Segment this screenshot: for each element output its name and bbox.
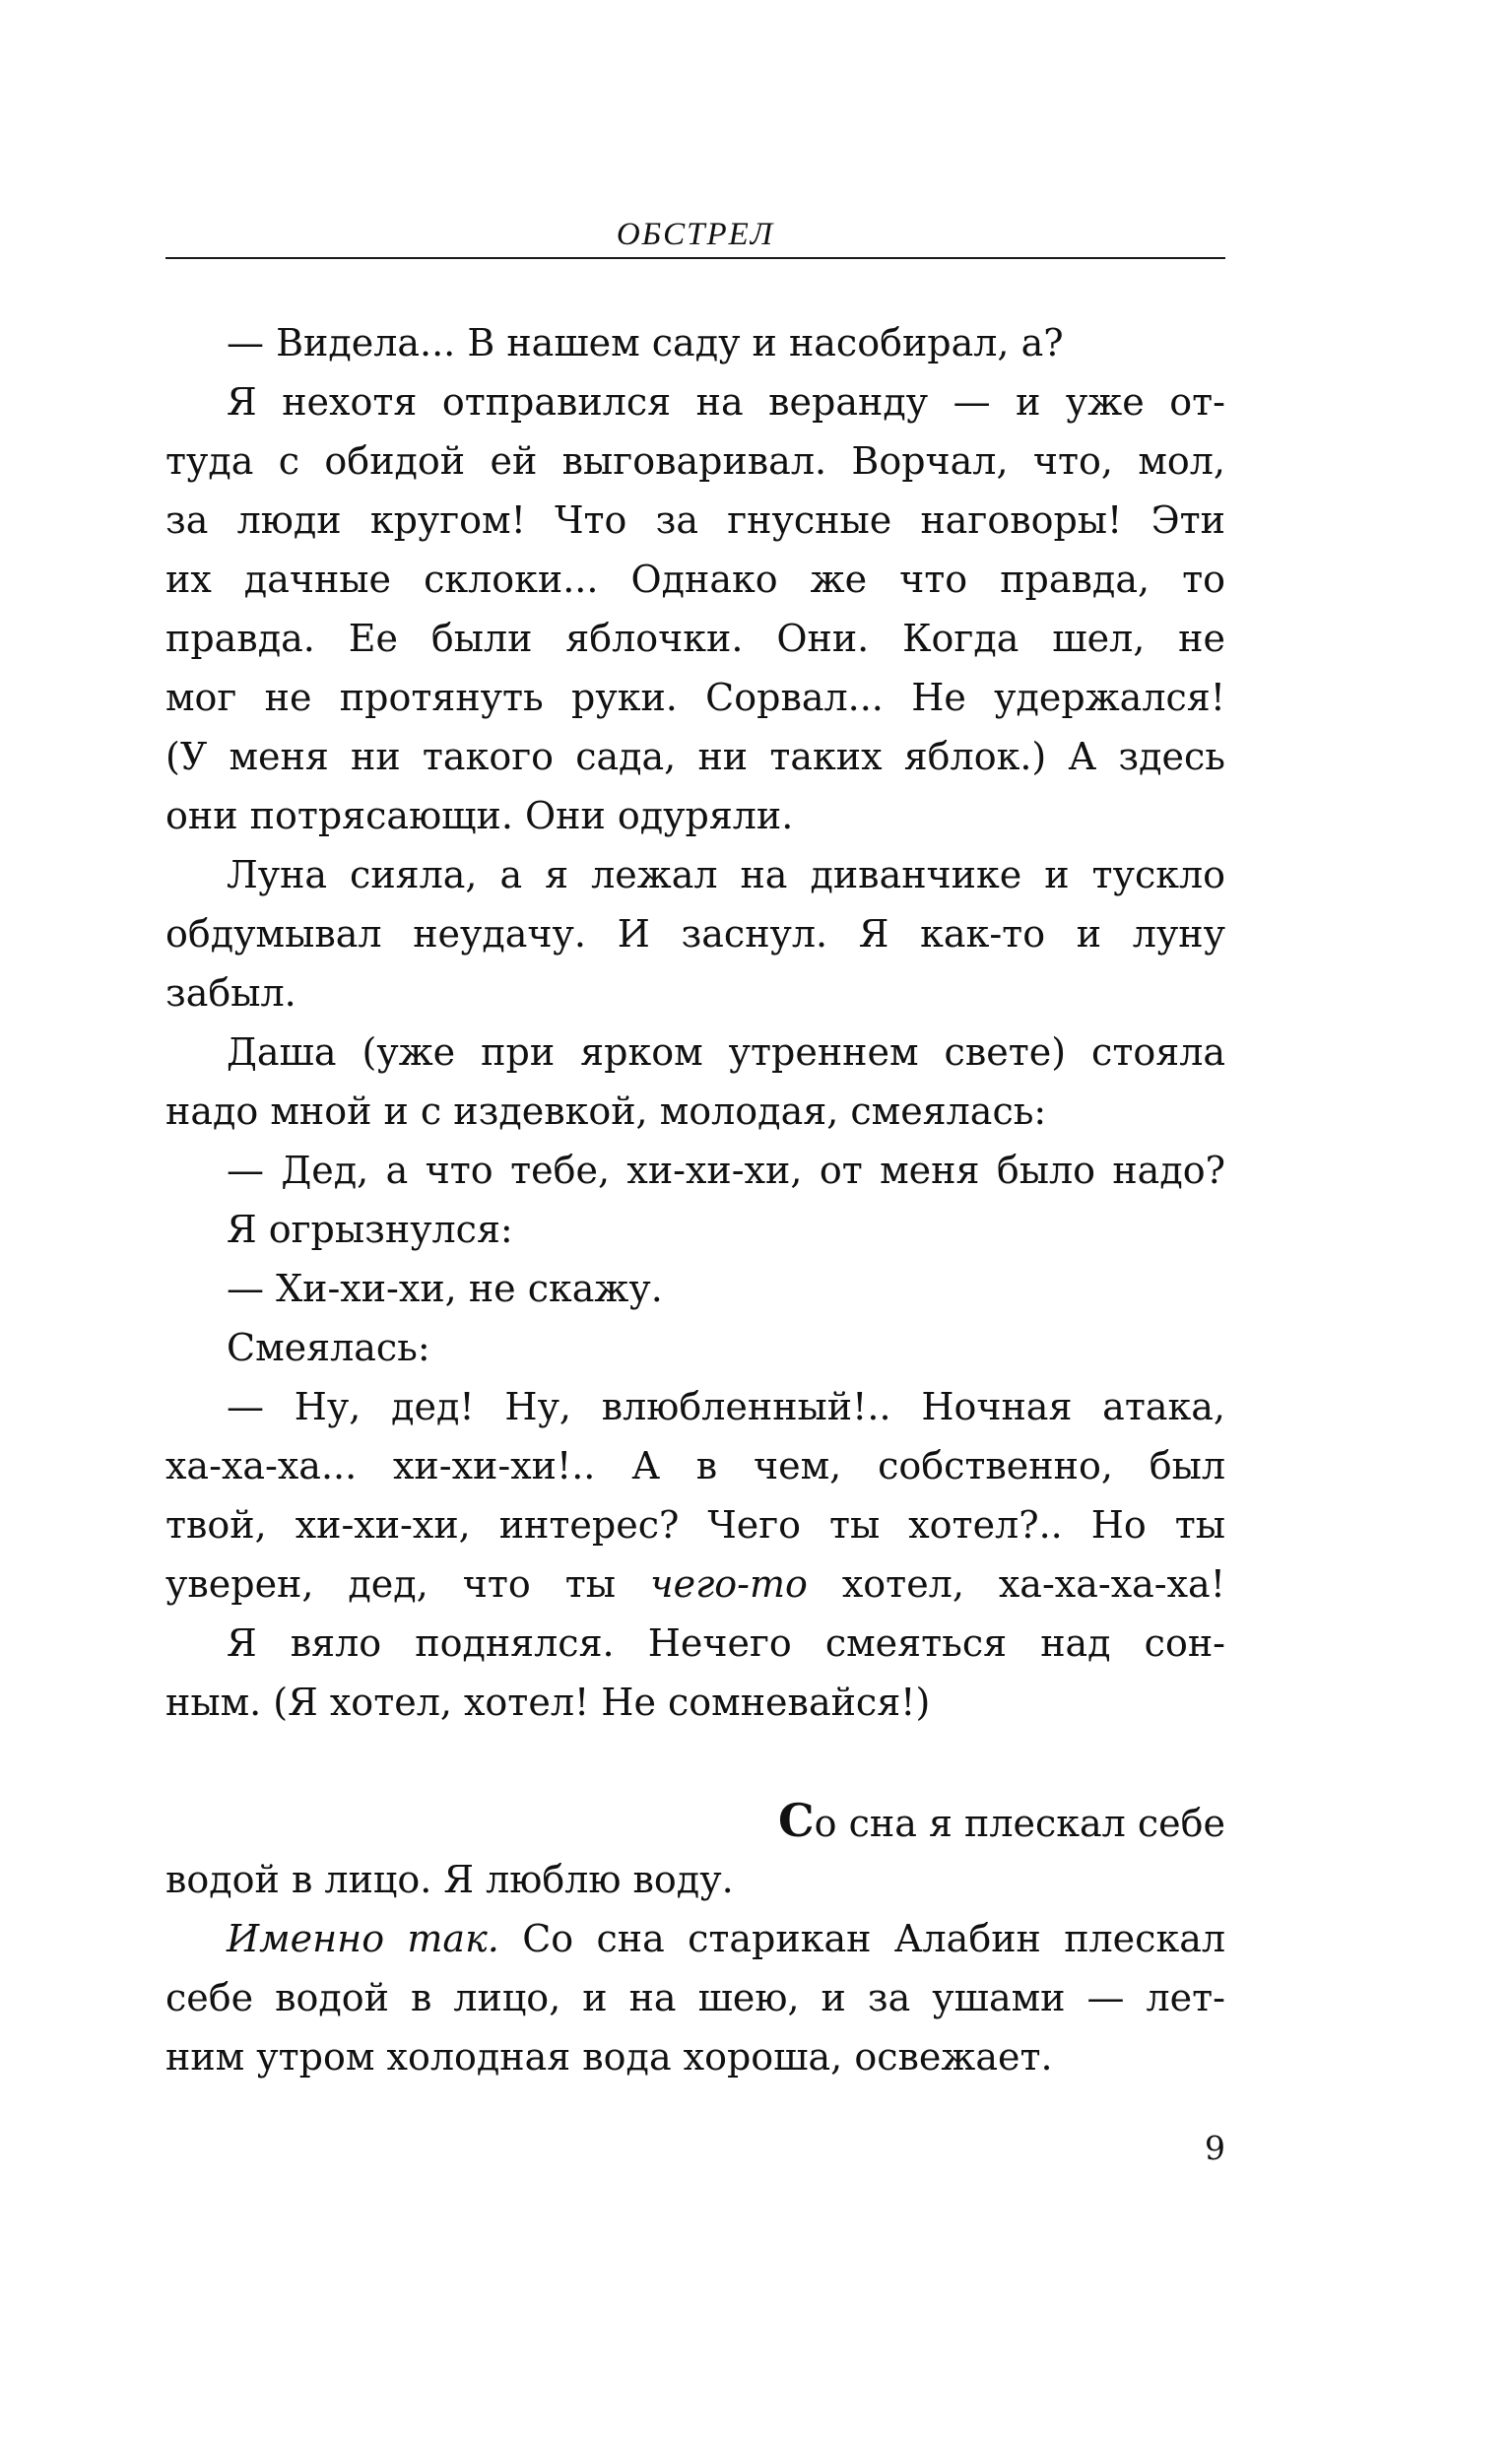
text-line: ним утром холодная вода хороша, освежает. — [165, 2035, 1053, 2079]
text-line: Даша (уже при ярком утреннем свете) стояла — [227, 1030, 1225, 1074]
text-line: Я нехотя отправился на веранду — и уже от- — [227, 380, 1225, 424]
text-line: — Ну, дед! Ну, влюбленный!.. Ночная атака, — [227, 1385, 1225, 1428]
text-line — [165, 1909, 1225, 1968]
text-line: Я огрызнулся: — [227, 1208, 513, 1251]
text-line: водой в лицо. Я люблю воду. — [165, 1858, 734, 1901]
text-line: Луна сияла, а я лежал на диванчике и тускло — [227, 853, 1225, 896]
section-opening-line — [165, 1732, 1225, 1850]
text-line: (У меня ни такого сада, ни таких яблок.) А здесь — [165, 735, 1225, 778]
text-line: себе водой в лицо, и на шею, и за ушами — лет- — [165, 1976, 1225, 2019]
text-segment: о сна я плескал себе — [814, 1802, 1225, 1845]
body-text — [165, 313, 1225, 2086]
text-line: их дачные склоки... Однако же что правда, то — [165, 558, 1225, 601]
text-line: мог не протянуть руки. Сорвал... Не удержался! — [165, 676, 1225, 719]
header-rule — [165, 257, 1225, 259]
text-line: Смеялась: — [227, 1326, 430, 1369]
text-segment: хотел, ха-ха-ха-ха! — [807, 1562, 1225, 1606]
text-line — [165, 1554, 1225, 1614]
text-segment: Со сна старикан Алабин плескал — [498, 1917, 1225, 1960]
text-line: твой, хи-хи-хи, интерес? Чего ты хотел?.. Но ты — [165, 1503, 1225, 1547]
page-number: 9 — [1205, 2129, 1225, 2167]
italic-emphasis: чего-то — [649, 1562, 808, 1606]
text-line: туда с обидой ей выговаривал. Ворчал, что, мол, — [165, 439, 1225, 483]
text-line: — Дед, а что тебе, хи-хи-хи, от меня было надо? — [227, 1149, 1225, 1192]
text-line: — Видела... В нашем саду и насобирал, а? — [227, 321, 1064, 364]
text-line: забыл. — [165, 971, 296, 1015]
italic-emphasis: Именно так. — [227, 1917, 499, 1960]
drop-cap: С — [778, 1794, 815, 1847]
text-segment: уверен, дед, что ты — [165, 1562, 650, 1606]
text-line: за люди кругом! Что за гнусные наговоры! Эти — [165, 498, 1225, 542]
text-line: правда. Ее были яблочки. Они. Когда шел, не — [165, 617, 1225, 660]
running-head: ОБСТРЕЛ — [616, 217, 775, 252]
text-line: они потрясающи. Они одуряли. — [165, 794, 794, 837]
text-line: надо мной и с издевкой, молодая, смеялась: — [165, 1089, 1047, 1133]
text-line: ным. (Я хотел, хотел! Не сомневайся!) — [165, 1681, 931, 1724]
text-line: — Хи-хи-хи, не скажу. — [227, 1267, 663, 1310]
text-line: Я вяло поднялся. Нечего смеяться над сон- — [227, 1621, 1225, 1665]
text-line: ха-ха-ха... хи-хи-хи!.. А в чем, собственно, был — [165, 1444, 1225, 1487]
text-line: обдумывал неудачу. И заснул. Я как-то и луну — [165, 912, 1225, 956]
